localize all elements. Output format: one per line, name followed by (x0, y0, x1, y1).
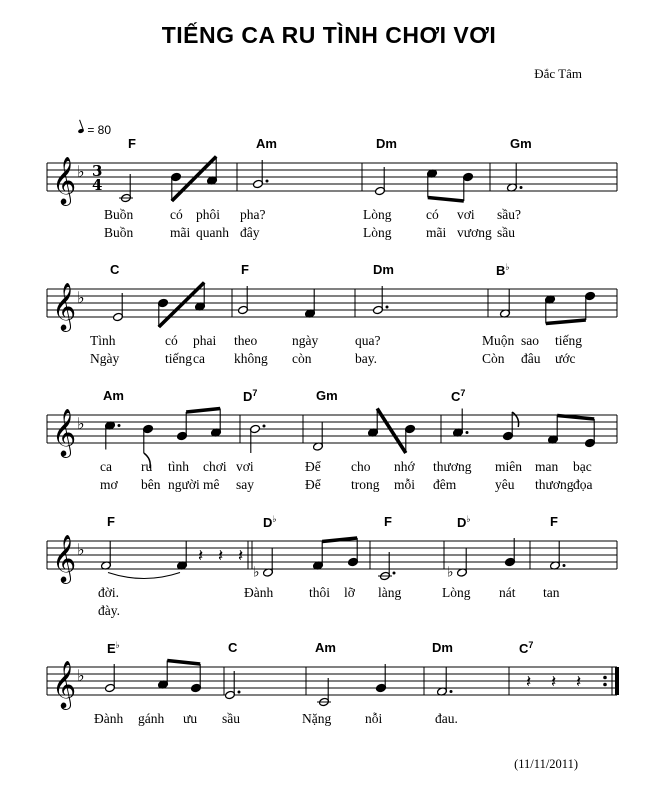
lyric-verse1-word (355, 333, 380, 349)
lyric-verse2-word-text: không (234, 351, 268, 366)
lyric-verse2-word (573, 477, 593, 493)
lyric-verse1-word-text: nát (499, 585, 516, 600)
lyric-verse1-word (90, 333, 116, 349)
chord-symbol-modifier: 7 (252, 388, 258, 398)
lyric-verse2-word-text: mơ (100, 477, 118, 492)
chord-symbol-text: Am (315, 640, 336, 655)
lyric-verse2-word-text: đọa (573, 477, 593, 492)
lyric-verse1-word (292, 333, 318, 349)
lyric-verse2-word (234, 351, 268, 367)
lyric-verse2-word-text: còn (292, 351, 312, 366)
chord-symbol-text: Gm (316, 388, 338, 403)
dot (393, 572, 396, 575)
repeat-dot (603, 683, 607, 687)
chord-symbol-text: F (241, 262, 249, 277)
lyric-verse1-word-text: đời. (98, 585, 120, 600)
lyric-verse2-word-text: quanh (196, 225, 229, 240)
lyric-verse1-word (365, 711, 382, 727)
quarter-rest-icon: 𝄽 (551, 672, 557, 692)
lyric-verse1-word (394, 459, 415, 475)
lyric-verse1-word (168, 459, 189, 475)
lyric-verse2-word (90, 351, 119, 367)
lyric-verse1-word (309, 585, 330, 601)
treble-clef-icon: 𝄞 (52, 282, 77, 330)
lyric-verse2-word-text: thương (535, 477, 574, 492)
lyric-verse1-word (244, 585, 273, 601)
chord-symbol (263, 514, 277, 530)
dot (563, 564, 566, 567)
lyric-verse1-word-text: thôi (309, 585, 331, 600)
chord-symbol (432, 640, 453, 655)
lyric-verse1-word (203, 459, 227, 475)
chord-symbol (496, 262, 510, 278)
lyric-verse2-word (292, 351, 312, 367)
key-flat-icon: ♭ (77, 288, 85, 307)
chord-symbol (373, 262, 394, 277)
lyric-verse1-word (344, 585, 355, 601)
lyric-verse2-word (196, 225, 229, 241)
treble-clef-icon: 𝄞 (52, 534, 77, 582)
lyric-verse1-word (240, 207, 265, 223)
dot (386, 306, 389, 309)
lyric-verse1-word-text: chơi (203, 459, 227, 474)
lyric-verse1-word-text: theo (234, 333, 258, 348)
lyric-verse1-word-text: gánh (138, 711, 165, 726)
chord-symbol-modifier: ♭ (115, 640, 120, 650)
lyric-verse2-word (351, 477, 380, 493)
tempo-value: = 80 (87, 123, 112, 137)
lyric-verse1-word (535, 459, 558, 475)
lyric-verse2-word-text: sầu (497, 225, 515, 240)
lyric-verse2-word (535, 477, 573, 493)
lyric-verse2-word-text: Buồn (104, 225, 134, 240)
lyric-verse1-word (543, 585, 560, 601)
lyric-verse2-word-text: mỗi (394, 477, 416, 492)
lyric-verse1-word (302, 711, 331, 727)
chord-symbol-text: F (128, 136, 136, 151)
lyric-verse1-word (442, 585, 471, 601)
lyric-verse1-word-text: vơi (236, 459, 254, 474)
chord-symbol (256, 136, 277, 151)
note-beam (186, 409, 220, 413)
lyric-verse1-word-text: ca (100, 459, 112, 474)
lyric-verse2-word-text: đâu (521, 351, 541, 366)
lyric-verse2-word (433, 477, 456, 493)
lyric-verse2-word (240, 225, 260, 241)
lyric-verse1-word-text: làng (378, 585, 402, 600)
lyric-verse2-word-text: Còn (482, 351, 505, 366)
lyric-verse2-word-text: Lòng (363, 225, 392, 240)
treble-clef-icon: 𝄞 (52, 660, 77, 708)
lyric-verse2-word-text: say (236, 477, 254, 492)
lyric-verse2-word (426, 225, 446, 241)
chord-symbol (228, 640, 237, 655)
lyric-verse2-word-text: mê (203, 477, 220, 492)
lyric-verse1-word-text: bạc (573, 459, 592, 474)
dot (238, 691, 241, 694)
lyric-verse2-word-text: đêm (433, 477, 457, 492)
lyric-verse2-word-text: mãi (170, 225, 191, 240)
chord-symbol-text: B (496, 263, 506, 278)
lyric-verse1-word-text: Nặng (302, 711, 332, 726)
chord-symbol-text: Gm (510, 136, 532, 151)
lyric-verse1-word-text: miên (495, 459, 522, 474)
note-beam (167, 661, 200, 665)
lyric-verse1-word-text: đau. (435, 711, 458, 726)
lyric-verse1-word-text: tình (168, 459, 190, 474)
dot (118, 424, 121, 427)
lyric-verse1-word-text: ưu (183, 711, 198, 726)
treble-clef-icon: 𝄞 (52, 156, 77, 204)
lyric-verse2-word (193, 351, 205, 367)
lyric-verse1-word (141, 459, 152, 475)
lyric-verse2-word-text: người (168, 477, 200, 492)
lyric-verse2-word-text: tiếng (165, 351, 192, 366)
chord-symbol (107, 514, 115, 529)
lyric-verse1-word (104, 207, 133, 223)
lyric-verse2-word-text: yêu (495, 477, 515, 492)
key-flat-icon: ♭ (77, 666, 85, 685)
lyric-verse1-word (222, 711, 240, 727)
flat-icon: ♭ (253, 564, 260, 581)
lyric-verse1-word-text: có (426, 207, 439, 222)
lyric-verse1-word-text: Đành (244, 585, 274, 600)
lyric-verse1-word (363, 207, 392, 223)
lyric-verse2-word (98, 603, 120, 619)
dot (520, 186, 523, 189)
lyric-verse1-word-text: Đành (94, 711, 124, 726)
key-flat-icon: ♭ (77, 414, 85, 433)
chord-symbol-modifier: 7 (460, 388, 466, 398)
chord-symbol-text: D (457, 515, 467, 530)
lyric-verse1-word (555, 333, 582, 349)
lyric-verse1-word-text: Lòng (363, 207, 392, 222)
quarter-rest-icon: 𝄽 (526, 672, 532, 692)
dot (266, 180, 269, 183)
lyric-verse1-word-text: sầu (222, 711, 240, 726)
lyric-verse1-word (495, 459, 522, 475)
quarter-rest-icon: 𝄽 (238, 546, 244, 566)
lyric-verse1-word (183, 711, 197, 727)
lyric-verse1-word (234, 333, 257, 349)
lyric-verse1-word-text: vơi (457, 207, 475, 222)
repeat-dot (603, 676, 607, 680)
chord-symbol-modifier: ♭ (272, 514, 277, 524)
lyric-verse2-word (104, 225, 133, 241)
lyric-verse1-word (98, 585, 119, 601)
composer-name: Đắc Tâm (534, 66, 582, 81)
chord-symbol-text: Dm (432, 640, 453, 655)
lyric-verse2-word (355, 351, 377, 367)
chord-symbol (457, 514, 471, 530)
lyric-verse1-word-text: phôi (196, 207, 221, 222)
chord-symbol (451, 388, 465, 404)
time-signature-bottom: 4 (92, 176, 103, 194)
lyric-verse2-word (521, 351, 541, 367)
chord-symbol (316, 388, 338, 403)
lyric-verse1-word-text: tan (543, 585, 560, 600)
lyric-verse1-word (351, 459, 371, 475)
lyric-verse2-word (100, 477, 118, 493)
lyric-verse1-word (426, 207, 439, 223)
lyric-verse1-word-text: man (535, 459, 559, 474)
lyric-verse2-word (236, 477, 254, 493)
lyric-verse1-word-text: tiếng (555, 333, 582, 348)
lyric-verse1-word-text: phai (193, 333, 217, 348)
lyric-verse2-word (363, 225, 392, 241)
chord-symbol (110, 262, 119, 277)
lyric-verse1-word (100, 459, 112, 475)
chord-symbol-text: Dm (373, 262, 394, 277)
lyric-verse1-word-text: nỗi (365, 711, 383, 726)
lyric-verse1-word (457, 207, 475, 223)
lyric-verse1-word-text: nhớ (394, 459, 415, 474)
lyric-verse1-word-text: cho (351, 459, 371, 474)
lyric-verse2-word-text: đây (240, 225, 260, 240)
lyric-verse1-word (521, 333, 539, 349)
lyric-verse2-word (168, 477, 200, 493)
chord-symbol (107, 640, 120, 656)
chord-symbol-modifier: ♭ (505, 262, 510, 272)
chord-symbol-text: Am (256, 136, 277, 151)
lyric-verse1-word (170, 207, 183, 223)
lyric-verse1-word (499, 585, 516, 601)
lyric-verse2-word (457, 225, 492, 241)
lyric-verse1-word (196, 207, 220, 223)
chord-symbol (376, 136, 397, 151)
lyric-verse2-word (495, 477, 515, 493)
chord-symbol-modifier: 7 (528, 640, 534, 650)
lyric-verse1-word (138, 711, 164, 727)
dot (263, 425, 266, 428)
quarter-rest-icon: 𝄽 (218, 546, 224, 566)
lyric-verse1-word-text: Tình (90, 333, 116, 348)
lyric-verse1-word (305, 459, 321, 475)
lyric-verse2-word (165, 351, 192, 367)
quarter-rest-icon: 𝄽 (198, 546, 204, 566)
tie-slur (108, 573, 180, 579)
lyric-verse1-word-text: Muộn (482, 333, 515, 348)
chord-symbol-text: F (107, 514, 115, 529)
lyric-verse2-word (394, 477, 415, 493)
key-flat-icon: ♭ (77, 162, 85, 181)
dot (466, 431, 469, 434)
key-flat-icon: ♭ (77, 540, 85, 559)
chord-symbol (550, 514, 558, 529)
chord-symbol (510, 136, 532, 151)
chord-symbol (241, 262, 249, 277)
note-beam (557, 416, 594, 420)
chord-symbol (315, 640, 336, 655)
composition-date: (11/11/2011) (514, 757, 578, 771)
chord-symbol-text: D (243, 389, 253, 404)
lyric-verse1-word (573, 459, 592, 475)
lyric-verse1-word-text: sầu? (497, 207, 521, 222)
lyric-verse1-word (165, 333, 178, 349)
treble-clef-icon: 𝄞 (52, 408, 77, 456)
chord-symbol-text: C (451, 389, 461, 404)
note-flag (512, 412, 518, 427)
lyric-verse1-word (433, 459, 471, 475)
lyric-verse1-word (497, 207, 521, 223)
lyric-verse2-word-text: ca (193, 351, 205, 366)
lyric-verse2-word (555, 351, 575, 367)
lyric-verse2-word-text: ước (555, 351, 576, 366)
lyric-verse1-word-text: pha? (240, 207, 266, 222)
note-beam (428, 198, 464, 202)
lyric-verse1-word-text: thương (433, 459, 472, 474)
chord-symbol (519, 640, 533, 656)
lyric-verse2-word-text: trong (351, 477, 380, 492)
time-signature-top: 3 (92, 162, 103, 180)
quarter-rest-icon: 𝄽 (576, 672, 582, 692)
lyric-verse1-word-text: có (170, 207, 183, 222)
lyric-verse1-word (94, 711, 123, 727)
lyric-verse2-word (482, 351, 505, 367)
lyric-verse1-word-text: Để (305, 459, 321, 474)
chord-symbol-modifier: ♭ (466, 514, 471, 524)
lyric-verse1-word-text: lỡ (344, 585, 355, 600)
lyric-verse1-word (378, 585, 401, 601)
lyric-verse1-word-text: qua? (355, 333, 381, 348)
lyric-verse2-word-text: vương (457, 225, 492, 240)
note-beam (546, 320, 586, 324)
chord-symbol (103, 388, 124, 403)
lyric-verse1-word-text: ru (141, 459, 153, 474)
lyric-verse2-word-text: bay. (355, 351, 377, 366)
lyric-verse2-word-text: bên (141, 477, 161, 492)
lyric-verse1-word-text: Buồn (104, 207, 134, 222)
chord-symbol (384, 514, 392, 529)
lyric-verse1-word-text: ngày (292, 333, 319, 348)
chord-symbol-text: C (519, 641, 529, 656)
lyric-verse1-word (482, 333, 514, 349)
flat-icon: ♭ (447, 564, 454, 581)
lyric-verse2-word (170, 225, 190, 241)
lyric-verse1-word (236, 459, 254, 475)
chord-symbol-text: Am (103, 388, 124, 403)
lyric-verse2-word (305, 477, 321, 493)
chord-symbol-text: F (384, 514, 392, 529)
lyric-verse2-word (203, 477, 220, 493)
lyric-verse1-word (193, 333, 216, 349)
lyric-verse2-word (141, 477, 161, 493)
chord-symbol-text: F (550, 514, 558, 529)
chord-symbol (128, 136, 136, 151)
chord-symbol (243, 388, 257, 404)
dot (450, 690, 453, 693)
lyric-verse1-word-text: sao (521, 333, 539, 348)
lyric-verse1-word (435, 711, 458, 727)
lyric-verse2-word-text: đày. (98, 603, 120, 618)
chord-symbol-text: D (263, 515, 273, 530)
chord-symbol-text: C (228, 640, 238, 655)
lyric-verse2-word (497, 225, 515, 241)
lyric-verse1-word-text: có (165, 333, 178, 348)
lyric-verse2-word-text: mãi (426, 225, 447, 240)
chord-symbol-text: E (107, 641, 116, 656)
chord-symbol-text: Dm (376, 136, 397, 151)
song-title: TIẾNG CA RU TÌNH CHƠI VƠI (161, 22, 497, 48)
lyric-verse1-word-text: Lòng (442, 585, 471, 600)
chord-symbol-text: C (110, 262, 120, 277)
lyric-verse2-word-text: Ngày (90, 351, 120, 366)
lyric-verse2-word-text: Để (305, 477, 321, 492)
